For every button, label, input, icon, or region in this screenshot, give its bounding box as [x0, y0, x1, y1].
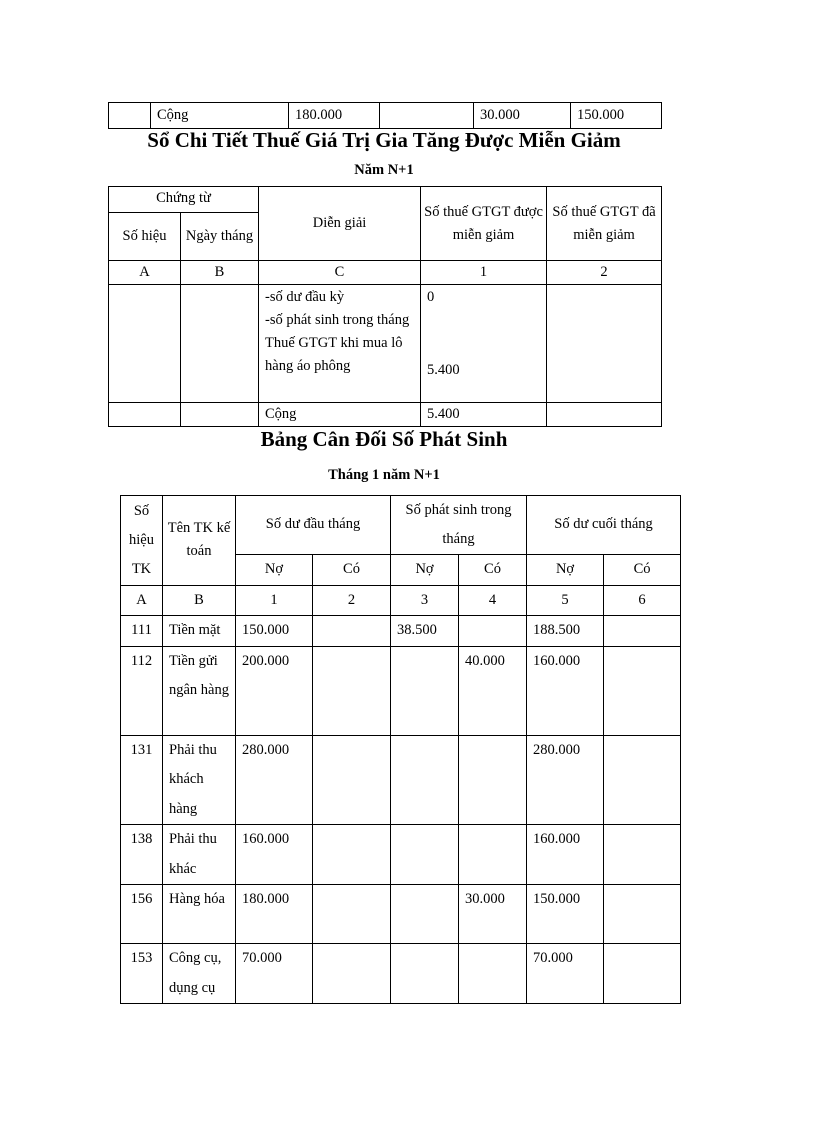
table-row [121, 825, 681, 885]
code-cell: 1 [421, 261, 547, 285]
code-row [121, 585, 681, 616]
header-da-mien-giam: Số thuế GTGT đã miễn giảm [547, 187, 662, 261]
cell: 70.000 [527, 944, 604, 1004]
cell [459, 944, 527, 1004]
account-code: 131 [121, 735, 163, 825]
section2-title: Bảng Cân Đối Số Phát Sinh [260, 427, 508, 451]
code-cell: B [181, 261, 259, 285]
code-cell: 6 [604, 585, 681, 616]
header-du-cuoi: Số dư cuối tháng [527, 496, 681, 555]
carryover-table [108, 102, 662, 129]
account-code: 153 [121, 944, 163, 1004]
account-name: Hàng hóa [163, 885, 236, 944]
header-co: Có [313, 555, 391, 586]
total-value: 5.400 [421, 403, 547, 427]
cell: 38.500 [391, 616, 459, 647]
header-chung-tu: Chứng từ [109, 187, 259, 213]
cell: 70.000 [236, 944, 313, 1004]
code-cell: 2 [547, 261, 662, 285]
cell [547, 403, 662, 427]
header-no: Nợ [527, 555, 604, 586]
account-code: 112 [121, 646, 163, 735]
cell [109, 285, 181, 403]
cell: 280.000 [527, 735, 604, 825]
cell [604, 825, 681, 885]
header-phat-sinh: Số phát sinh trong tháng [391, 496, 527, 555]
cell-total-label: Cộng [151, 103, 289, 129]
cell [391, 825, 459, 885]
cell: 188.500 [527, 616, 604, 647]
cell: 180.000 [289, 103, 380, 129]
header-dien-giai: Diễn giải [259, 187, 421, 261]
cell [459, 616, 527, 647]
cell [391, 885, 459, 944]
code-cell: 4 [459, 585, 527, 616]
header-so-hieu: Số hiệu [109, 213, 181, 261]
code-cell: 3 [391, 585, 459, 616]
cell: 180.000 [236, 885, 313, 944]
cell: 150.000 [571, 103, 662, 129]
cell [604, 735, 681, 825]
header-no: Nợ [391, 555, 459, 586]
cell [604, 885, 681, 944]
cell [604, 944, 681, 1004]
header-co: Có [459, 555, 527, 586]
account-code: 111 [121, 616, 163, 647]
description-cell [259, 285, 421, 403]
cell [391, 735, 459, 825]
header-ngay-thang: Ngày tháng [181, 213, 259, 261]
section1-subtitle: Năm N+1 [354, 162, 414, 178]
account-name: Tiền gửi ngân hàng [163, 646, 236, 735]
table-row [121, 735, 681, 825]
cell [604, 646, 681, 735]
cell: 30.000 [459, 885, 527, 944]
section2-subtitle: Tháng 1 năm N+1 [328, 467, 440, 483]
vat-exemption-table [108, 186, 662, 427]
table-row [121, 616, 681, 647]
value-cell [421, 285, 547, 403]
cell [313, 735, 391, 825]
code-cell: 1 [236, 585, 313, 616]
cell: 280.000 [236, 735, 313, 825]
line-vat: Thuế GTGT khi mua lô hàng áo phông [265, 335, 403, 374]
value-vat: 5.400 [427, 362, 460, 378]
code-cell: 5 [527, 585, 604, 616]
trial-balance-table [120, 495, 681, 1004]
header-co: Có [604, 555, 681, 586]
total-row [109, 403, 662, 427]
cell [313, 825, 391, 885]
header-no: Nợ [236, 555, 313, 586]
cell: 150.000 [527, 885, 604, 944]
table-header-row [121, 496, 681, 555]
table-header-row [109, 187, 662, 213]
cell [313, 885, 391, 944]
header-so-hieu-tk: Số hiệu TK [121, 496, 163, 586]
table-row [121, 885, 681, 944]
code-cell: 2 [313, 585, 391, 616]
cell [109, 403, 181, 427]
cell [313, 944, 391, 1004]
cell: 200.000 [236, 646, 313, 735]
cell [109, 103, 151, 129]
code-row [109, 261, 662, 285]
account-name: Công cụ, dụng cụ [163, 944, 236, 1004]
line-opening: -số dư đầu kỳ [265, 289, 345, 305]
header-mien-giam: Số thuế GTGT được miễn giảm [421, 187, 547, 261]
code-cell: A [121, 585, 163, 616]
cell: 40.000 [459, 646, 527, 735]
account-code: 138 [121, 825, 163, 885]
cell [459, 825, 527, 885]
cell [181, 403, 259, 427]
table-row [109, 103, 662, 129]
account-code: 156 [121, 885, 163, 944]
cell: 160.000 [527, 825, 604, 885]
code-cell: B [163, 585, 236, 616]
code-cell: C [259, 261, 421, 285]
code-cell: A [109, 261, 181, 285]
cell [391, 944, 459, 1004]
total-label: Cộng [259, 403, 421, 427]
section1-title: Sổ Chi Tiết Thuế Giá Trị Gia Tăng Được Miễn Giảm [147, 128, 621, 152]
table-row [121, 944, 681, 1004]
header-ten-tk: Tên TK kế toán [163, 496, 236, 586]
cell: 160.000 [236, 825, 313, 885]
cell: 150.000 [236, 616, 313, 647]
cell [181, 285, 259, 403]
account-name: Phải thu khách hàng [163, 735, 236, 825]
account-name: Tiền mặt [163, 616, 236, 647]
line-arising: -số phát sinh trong tháng [265, 312, 410, 328]
cell [380, 103, 474, 129]
account-name: Phải thu khác [163, 825, 236, 885]
cell [391, 646, 459, 735]
cell: 30.000 [474, 103, 571, 129]
table-row [109, 285, 662, 403]
cell [459, 735, 527, 825]
cell: 160.000 [527, 646, 604, 735]
cell [313, 646, 391, 735]
value-opening: 0 [427, 289, 435, 305]
cell [313, 616, 391, 647]
header-du-dau: Số dư đầu tháng [236, 496, 391, 555]
table-row [121, 646, 681, 735]
cell [604, 616, 681, 647]
cell [547, 285, 662, 403]
